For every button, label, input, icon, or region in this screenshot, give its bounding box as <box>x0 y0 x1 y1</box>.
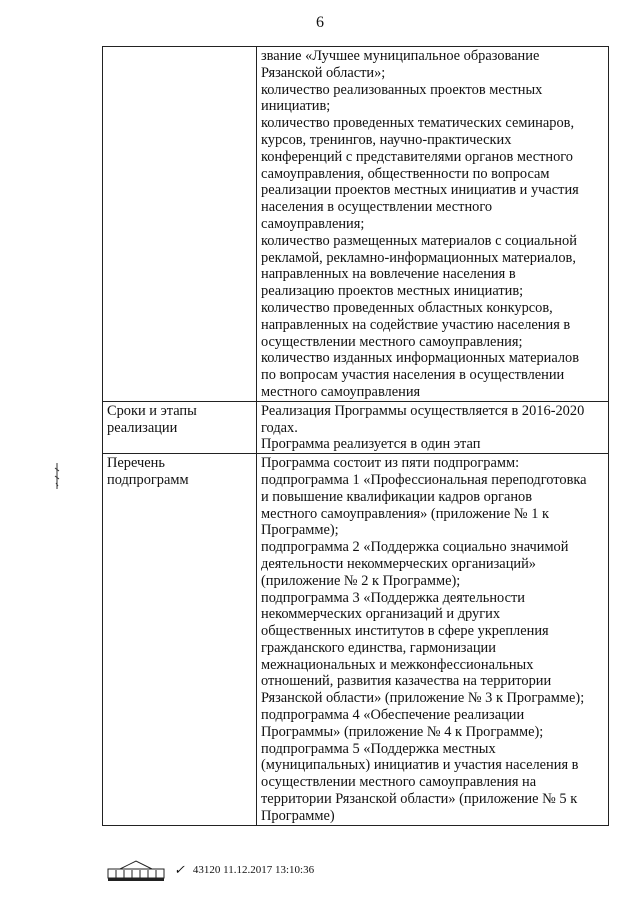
row-content-line: курсов, тренингов, научно-практических <box>261 131 512 148</box>
row-content-line: рекламой, рекламно-информационных материалов, <box>261 249 576 266</box>
row-content-line: реализацию проектов местных инициатив; <box>261 283 524 300</box>
row-content-line: количество реализованных проектов местных <box>261 81 543 98</box>
row-content-line: по вопросам участия населения в осуществлении <box>261 367 565 384</box>
row-content-line: межнациональных и межконфессиональных <box>261 656 534 673</box>
row-content-line: деятельности некоммерческих организаций» <box>261 555 536 572</box>
row-content-line: (приложение № 2 к Программе); <box>261 572 461 589</box>
margin-scribble <box>53 462 61 490</box>
row-label-cell <box>103 401 257 453</box>
row-content-line: подпрограмма 1 «Профессиональная переподготовка <box>261 471 587 488</box>
row-content-line: подпрограмма 3 «Поддержка деятельности <box>261 589 525 606</box>
row-content-line: Рязанской области»; <box>261 64 386 81</box>
row-content-line: годах. <box>261 419 298 436</box>
row-label-cell <box>103 47 257 402</box>
row-label-line: Перечень <box>107 455 165 472</box>
row-content-line: самоуправления; <box>261 215 365 232</box>
row-content-line: общественных институтов в сфере укрепления <box>261 623 549 640</box>
row-content-cell <box>257 454 609 826</box>
document-stamp <box>106 858 314 882</box>
row-content-line: (муниципальных) инициатив и участия населения в <box>261 757 579 774</box>
row-content-cell <box>257 47 609 402</box>
stamp-text: 43120 11.12.2017 13:10:36 <box>192 864 315 876</box>
row-content-line: Программы» (приложение № 4 к Программе); <box>261 723 544 740</box>
row-content-line: Программа реализуется в один этап <box>261 436 481 453</box>
row-label-line: подпрограмм <box>107 471 189 488</box>
row-content-line: подпрограмма 5 «Поддержка местных <box>261 740 496 757</box>
row-content-line: гражданского единства, гармонизации <box>261 639 496 656</box>
row-content-line: конференций с представителями органов местного <box>261 148 574 165</box>
row-content-line: осуществлении местного самоуправления на <box>261 774 537 791</box>
row-content-line: реализации проектов местных инициатив и участия <box>261 182 579 199</box>
row-content-line: Программа состоит из пяти подпрограмм: <box>261 455 520 472</box>
row-content-line: количество проведенных тематических семинаров, <box>261 115 575 132</box>
row-content-line: осуществлении местного самоуправления; <box>261 333 523 350</box>
passport-table <box>102 46 609 826</box>
government-building-logo <box>106 858 166 882</box>
row-content-line: Реализация Программы осуществляется в 2016-2020 <box>261 402 585 419</box>
row-content-line: количество изданных информационных материалов <box>261 350 580 367</box>
row-content-line: звание «Лучшее муниципальное образование <box>261 48 540 64</box>
row-content-line: Рязанской области» (приложение № 3 к Программе); <box>261 690 585 707</box>
row-label-cell <box>103 454 257 826</box>
row-content-line: самоуправления, общественности по вопросам <box>261 165 550 182</box>
row-label-line: реализации <box>107 419 178 436</box>
table-row <box>103 401 609 453</box>
row-content-cell <box>257 401 609 453</box>
table-row <box>103 454 609 826</box>
row-content-line: местного самоуправления» (приложение № 1 к <box>261 505 549 522</box>
row-content-line: местного самоуправления <box>261 383 421 400</box>
row-content-line: отношений, развития казачества на территории <box>261 673 552 690</box>
row-content-line: подпрограмма 2 «Поддержка социально значимой <box>261 539 569 556</box>
row-content-line: Программе) <box>261 807 335 824</box>
row-content-line: Программе); <box>261 522 339 539</box>
row-content-line: инициатив; <box>261 98 331 115</box>
stamp-check-mark: ✓ <box>174 862 185 877</box>
table-row <box>103 47 609 402</box>
row-content-line: направленных на содействие участию населения в <box>261 316 571 333</box>
row-content-line: подпрограмма 4 «Обеспечение реализации <box>261 707 525 724</box>
row-content-line: населения в осуществлении местного <box>261 199 493 216</box>
row-content-line: количество размещенных материалов с социальной <box>261 232 577 249</box>
row-content-line: территории Рязанской области» (приложение № 5 к <box>261 791 578 808</box>
row-content-line: некоммерческих организаций и других <box>261 606 501 623</box>
row-content-line: направленных на вовлечение населения в <box>261 266 516 283</box>
row-label-line: Сроки и этапы <box>107 402 197 419</box>
row-content-line: и повышение квалификации кадров органов <box>261 488 533 505</box>
row-content-line: количество проведенных областных конкурсов, <box>261 299 553 316</box>
page-number: 6 <box>316 14 324 31</box>
